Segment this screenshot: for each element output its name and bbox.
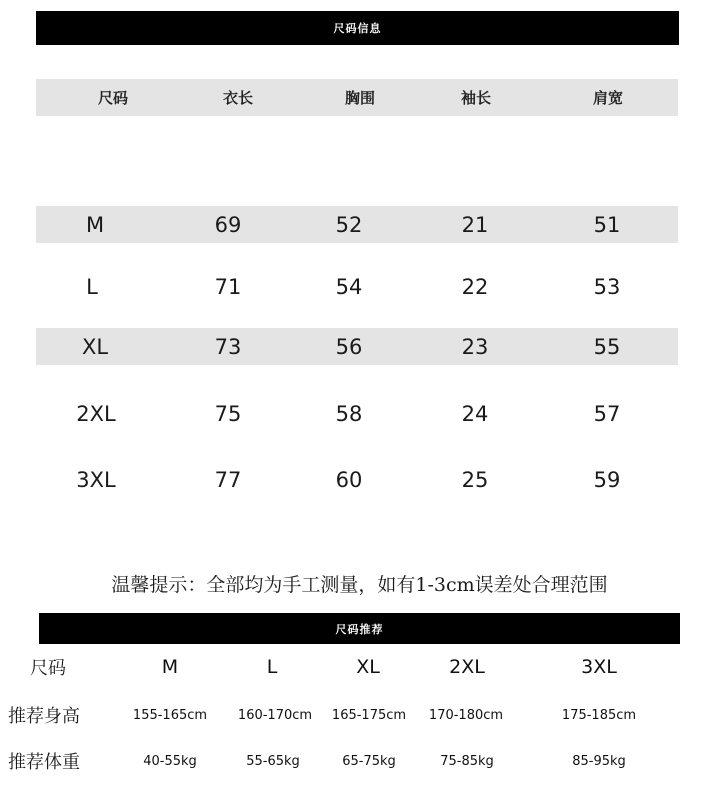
- table-row: [36, 268, 678, 305]
- recommend-size-label: 尺码: [30, 658, 66, 679]
- cell-sleeve: 23: [461, 334, 489, 359]
- cell-chest: 52: [335, 212, 363, 237]
- cell-size: 2XL: [76, 401, 116, 426]
- cell-length: 75: [214, 401, 242, 426]
- table-row: [36, 206, 678, 243]
- recommend-height-row: [0, 699, 719, 731]
- recommend-size: L: [266, 656, 278, 678]
- recommend-height: 160-170cm: [237, 707, 313, 723]
- recommend-height: 165-175cm: [331, 707, 407, 723]
- recommend-size: 3XL: [581, 656, 617, 678]
- cell-sleeve: 21: [461, 212, 489, 237]
- cell-shoulder: 57: [593, 401, 621, 426]
- cell-length: 71: [214, 274, 242, 299]
- cell-chest: 60: [335, 467, 363, 492]
- recommend-weight: 75-85kg: [440, 753, 494, 769]
- recommend-size: M: [161, 656, 179, 678]
- recommend-weight: 40-55kg: [143, 753, 197, 769]
- cell-chest: 54: [335, 274, 363, 299]
- recommend-weight-row: [0, 745, 719, 777]
- cell-length: 73: [214, 334, 242, 359]
- cell-length: 77: [214, 467, 242, 492]
- size-table-header: [36, 79, 678, 116]
- recommend-height: 175-185cm: [561, 707, 637, 723]
- cell-size: XL: [81, 334, 109, 359]
- recommend-weight: 55-65kg: [246, 753, 300, 769]
- table-row: [36, 328, 678, 365]
- recommend-title-bar: [39, 613, 680, 644]
- cell-size: L: [86, 274, 98, 299]
- header-shoulder: 肩宽: [592, 89, 623, 107]
- table-row: [36, 461, 678, 498]
- recommend-size-row: [0, 651, 719, 683]
- table-row: [36, 395, 678, 432]
- measurement-note: 温馨提示：全部均为手工测量，如有1-3cm误差处合理范围: [111, 573, 608, 596]
- header-size: 尺码: [97, 89, 128, 107]
- cell-shoulder: 59: [593, 467, 621, 492]
- recommend-size: 2XL: [449, 656, 485, 678]
- cell-chest: 56: [335, 334, 363, 359]
- recommend-weight: 65-75kg: [342, 753, 396, 769]
- recommend-size: XL: [356, 656, 380, 678]
- recommend-height-label: 推荐身高: [8, 706, 80, 727]
- recommend-title: 尺码推荐: [335, 622, 384, 636]
- header-length: 衣长: [222, 89, 253, 107]
- size-info-title: 尺码信息: [333, 22, 382, 35]
- cell-sleeve: 25: [461, 467, 489, 492]
- size-info-title-bar: [36, 11, 679, 45]
- cell-size: 3XL: [76, 467, 116, 492]
- recommend-height: 155-165cm: [132, 707, 208, 723]
- cell-shoulder: 51: [593, 212, 621, 237]
- header-sleeve: 袖长: [460, 89, 491, 107]
- recommend-height: 170-180cm: [428, 707, 504, 723]
- cell-size: M: [85, 212, 105, 237]
- cell-shoulder: 55: [593, 334, 621, 359]
- cell-chest: 58: [335, 401, 363, 426]
- header-chest: 胸围: [344, 89, 375, 107]
- recommend-weight-label: 推荐体重: [8, 752, 80, 773]
- cell-sleeve: 24: [461, 401, 489, 426]
- cell-length: 69: [214, 212, 242, 237]
- recommend-weight: 85-95kg: [572, 753, 626, 769]
- cell-sleeve: 22: [461, 274, 489, 299]
- cell-shoulder: 53: [593, 274, 621, 299]
